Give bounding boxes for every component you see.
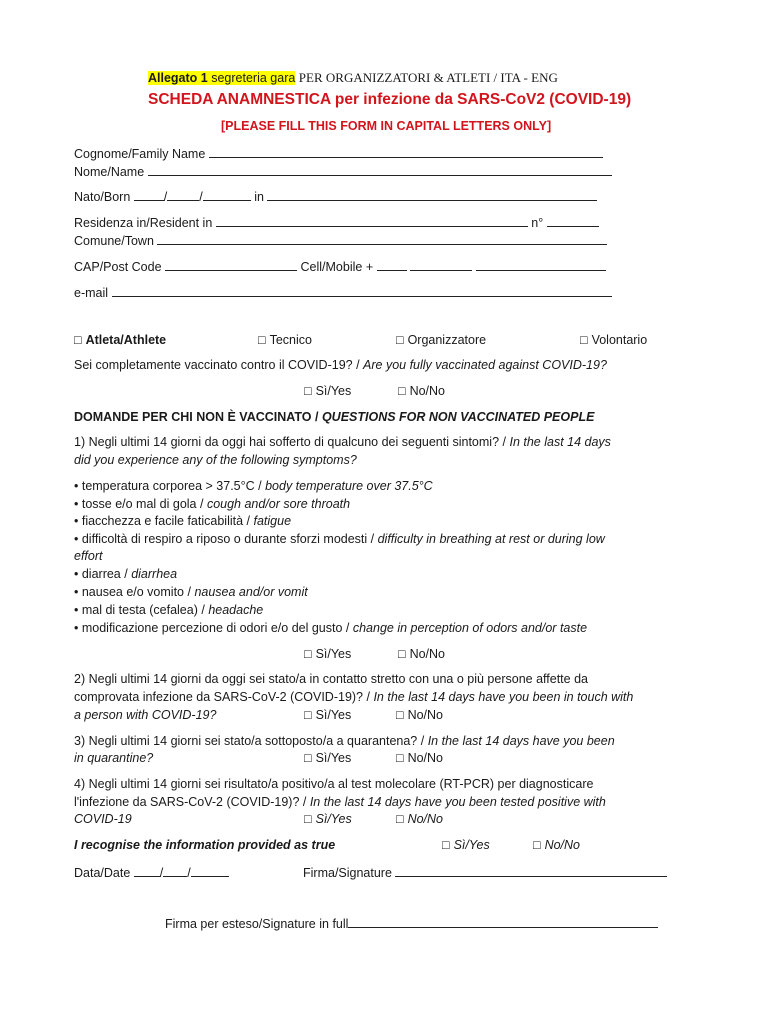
symptom-item bbox=[74, 514, 291, 528]
attachment-number: Allegato 1 bbox=[148, 71, 208, 85]
name-label: Nome/Name bbox=[74, 165, 145, 179]
section-header bbox=[74, 410, 594, 424]
mobile-prefix-field[interactable] bbox=[377, 258, 407, 271]
vaccinated-yes-checkbox[interactable] bbox=[304, 384, 351, 398]
recognise-yes-checkbox[interactable] bbox=[442, 838, 490, 852]
symptom-item bbox=[74, 479, 433, 493]
header-line bbox=[148, 70, 558, 86]
q3-yes-checkbox[interactable] bbox=[304, 751, 351, 765]
q2-no-checkbox[interactable] bbox=[396, 708, 443, 722]
date-month-field[interactable] bbox=[163, 864, 187, 877]
full-signature-row bbox=[165, 915, 658, 931]
residence-field[interactable] bbox=[216, 214, 528, 227]
q1-en-1: In the last 14 days bbox=[509, 435, 611, 449]
form-instruction: [PLEASE FILL THIS FORM IN CAPITAL LETTERS ONLY] bbox=[221, 119, 552, 133]
number-label: n° bbox=[531, 216, 544, 230]
audience-label: PER ORGANIZZATORI & ATLETI / ITA - ENG bbox=[298, 70, 558, 85]
signature-field[interactable] bbox=[395, 864, 667, 877]
full-signature-label: Firma per esteso/Signature in full bbox=[165, 917, 349, 931]
mobile-number-field[interactable] bbox=[476, 258, 606, 271]
q2-it-2: comprovata infezione da SARS-CoV-2 (COVID-19)? / bbox=[74, 690, 370, 704]
role-coach-checkbox[interactable] bbox=[258, 333, 312, 347]
town-field[interactable] bbox=[157, 232, 607, 245]
q1-line-2: did you experience any of the following symptoms? bbox=[74, 453, 357, 467]
q2-line-2 bbox=[74, 690, 633, 704]
symptom-item bbox=[74, 532, 605, 546]
town-label: Comune/Town bbox=[74, 234, 154, 248]
cap-row bbox=[74, 258, 606, 274]
symptom-it: • mal di testa (cefalea) / bbox=[74, 603, 205, 617]
number-field[interactable] bbox=[547, 214, 599, 227]
yes-label: Sì/Yes bbox=[315, 751, 352, 765]
name-field[interactable] bbox=[148, 163, 612, 176]
residence-label: Residenza in/Resident in bbox=[74, 216, 213, 230]
q1-no-checkbox[interactable] bbox=[398, 647, 445, 661]
symptom-item-continued: effort bbox=[74, 549, 103, 563]
symptom-en: body temperature over 37.5°C bbox=[265, 479, 433, 493]
symptom-item bbox=[74, 603, 263, 617]
symptom-en: nausea and/or vomit bbox=[194, 585, 308, 599]
date-label: Data/Date bbox=[74, 866, 131, 880]
date-sep-1: / bbox=[159, 866, 164, 880]
section-en: QUESTIONS FOR NON VACCINATED PEOPLE bbox=[321, 410, 595, 424]
no-label: No/No bbox=[407, 812, 443, 826]
email-row bbox=[74, 284, 612, 300]
signature-label: Firma/Signature bbox=[303, 866, 392, 880]
symptom-en: difficulty in breathing at rest or during low bbox=[377, 532, 605, 546]
q1-it: 1) Negli ultimi 14 giorni da oggi hai sofferto di qualcuno dei seguenti sintomi? / bbox=[74, 435, 506, 449]
date-year-field[interactable] bbox=[191, 864, 229, 877]
yes-label: Sì/Yes bbox=[315, 708, 352, 722]
q3-line-2: in quarantine? bbox=[74, 751, 154, 765]
q2-yes-checkbox[interactable] bbox=[304, 708, 351, 722]
q4-no-checkbox[interactable] bbox=[396, 812, 443, 826]
symptom-it: • temperatura corporea > 37.5°C / bbox=[74, 479, 262, 493]
cap-label: CAP/Post Code bbox=[74, 260, 162, 274]
vaccinated-it: Sei completamente vaccinato contro il COVID-19? / bbox=[74, 358, 360, 372]
symptom-item bbox=[74, 497, 350, 511]
q4-it-2: l'infezione da SARS-CoV-2 (COVID-19)? / bbox=[74, 795, 307, 809]
symptom-item bbox=[74, 621, 587, 635]
date-row bbox=[74, 864, 229, 880]
vaccinated-no-checkbox[interactable] bbox=[398, 384, 445, 398]
mobile-label: Cell/Mobile + bbox=[300, 260, 374, 274]
q1-line-1 bbox=[74, 435, 611, 449]
symptom-it: • diarrea / bbox=[74, 567, 128, 581]
symptom-en: change in perception of odors and/or taste bbox=[352, 621, 588, 635]
born-year-field[interactable] bbox=[203, 188, 251, 201]
symptom-en: cough and/or sore throath bbox=[206, 497, 351, 511]
symptom-it: • tosse e/o mal di gola / bbox=[74, 497, 204, 511]
form-title: SCHEDA ANAMNESTICA per infezione da SARS-CoV2 (COVID-19) bbox=[148, 91, 632, 108]
q4-line-3: COVID-19 bbox=[74, 812, 132, 826]
signature-row bbox=[303, 864, 667, 880]
role-athlete-checkbox[interactable] bbox=[74, 333, 166, 347]
email-field[interactable] bbox=[112, 284, 612, 297]
email-label: e-mail bbox=[74, 286, 109, 300]
no-label: No/No bbox=[407, 708, 443, 722]
full-signature-field[interactable] bbox=[348, 915, 658, 928]
q3-no-checkbox[interactable] bbox=[396, 751, 443, 765]
q2-line-1: 2) Negli ultimi 14 giorni da oggi sei stato/a in contatto stretto con una o più persone affette da bbox=[74, 672, 588, 686]
role-coach-label: Tecnico bbox=[269, 333, 312, 347]
yes-label: Sì/Yes bbox=[315, 647, 352, 661]
symptom-it: • modificazione percezione di odori e/o del gusto / bbox=[74, 621, 350, 635]
no-label: No/No bbox=[409, 384, 445, 398]
q4-yes-checkbox[interactable] bbox=[304, 812, 352, 826]
born-sep-1: / bbox=[163, 190, 168, 204]
q4-line-1: 4) Negli ultimi 14 giorni sei risultato/a positivo/a al test molecolare (RT-PCR) per diagnosticare bbox=[74, 777, 594, 791]
mobile-part-field[interactable] bbox=[410, 258, 472, 271]
q3-it: 3) Negli ultimi 14 giorni sei stato/a sottoposto/a a quarantena? / bbox=[74, 734, 425, 748]
born-row bbox=[74, 188, 597, 204]
recognise-statement: I recognise the information provided as true bbox=[74, 838, 336, 852]
surname-label: Cognome/Family Name bbox=[74, 147, 206, 161]
q2-en-2: In the last 14 days have you been in touch with bbox=[373, 690, 634, 704]
recognise-no-checkbox[interactable] bbox=[533, 838, 580, 852]
vaccinated-question bbox=[74, 358, 607, 372]
attachment-label bbox=[148, 71, 295, 85]
date-day-field[interactable] bbox=[134, 864, 160, 877]
yes-label: Sì/Yes bbox=[453, 838, 490, 852]
born-in-label: in bbox=[254, 190, 264, 204]
born-day-field[interactable] bbox=[134, 188, 164, 201]
surname-field[interactable] bbox=[209, 145, 603, 158]
no-label: No/No bbox=[407, 751, 443, 765]
role-volunteer-label: Volontario bbox=[591, 333, 648, 347]
role-volunteer-checkbox[interactable] bbox=[580, 333, 647, 347]
q4-line-2 bbox=[74, 795, 606, 809]
residence-row bbox=[74, 214, 599, 230]
no-label: No/No bbox=[544, 838, 580, 852]
no-label: No/No bbox=[409, 647, 445, 661]
section-it: DOMANDE PER CHI NON È VACCINATO / bbox=[74, 410, 319, 424]
q3-en-1: In the last 14 days have you been bbox=[427, 734, 615, 748]
yes-label: Sì/Yes bbox=[315, 812, 352, 826]
q1-yes-checkbox[interactable] bbox=[304, 647, 351, 661]
born-month-field[interactable] bbox=[167, 188, 199, 201]
vaccinated-en: Are you fully vaccinated against COVID-19? bbox=[363, 358, 607, 372]
born-label: Nato/Born bbox=[74, 190, 131, 204]
born-place-field[interactable] bbox=[267, 188, 597, 201]
cap-field[interactable] bbox=[165, 258, 297, 271]
role-organizer-label: Organizzatore bbox=[407, 333, 487, 347]
symptom-it: • fiacchezza e facile faticabilità / bbox=[74, 514, 250, 528]
date-sep-2: / bbox=[187, 866, 191, 880]
office-label: segreteria gara bbox=[211, 71, 296, 85]
symptom-item bbox=[74, 567, 177, 581]
town-row bbox=[74, 232, 607, 248]
q3-line-1 bbox=[74, 734, 615, 748]
symptom-it: • nausea e/o vomito / bbox=[74, 585, 191, 599]
role-organizer-checkbox[interactable] bbox=[396, 333, 486, 347]
symptom-en: headache bbox=[208, 603, 264, 617]
name-row bbox=[74, 163, 612, 179]
yes-label: Sì/Yes bbox=[315, 384, 352, 398]
symptom-en: diarrhea bbox=[131, 567, 178, 581]
q2-line-3: a person with COVID-19? bbox=[74, 708, 217, 722]
symptom-item bbox=[74, 585, 308, 599]
role-athlete-label: Atleta/Athlete bbox=[85, 333, 167, 347]
born-sep-2: / bbox=[199, 190, 203, 204]
surname-row bbox=[74, 145, 603, 161]
symptom-en: fatigue bbox=[253, 514, 292, 528]
symptom-it: • difficoltà di respiro a riposo o durante sforzi modesti / bbox=[74, 532, 375, 546]
q4-en-2: In the last 14 days have you been tested positive with bbox=[309, 795, 606, 809]
